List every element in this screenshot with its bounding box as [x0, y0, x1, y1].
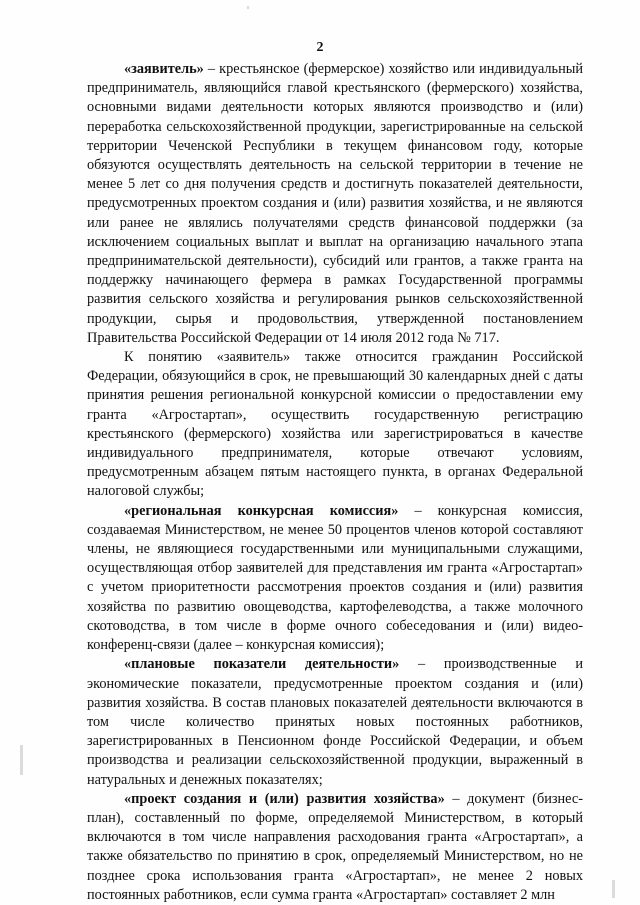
- scan-artifact-top: [247, 6, 249, 9]
- paragraph-indicators-definition: [87, 655, 583, 789]
- defined-term: «заявитель»: [124, 61, 204, 77]
- document-body: [87, 60, 583, 905]
- definition-text: – производственные и экономические показатели, предусмотренные проектом создания и (или) развития хозяйства. В состав плановых показателей деятельности включаются в том числе количество принятых новых постоянных работников, зарегистрированных в Пенсионном фонде Российской Федерации, и объем производства и реализации сельскохозяйственной продукции, выраженный в натуральных и денежных показателях;: [87, 656, 583, 788]
- page-number: 2: [316, 40, 324, 55]
- definition-text: – крестьянское (фермерское) хозяйство или индивидуальный предприниматель, являющийся главой крестьянского (фермерского) хозяйства, основными видами деятельности которых являются производство и (или) переработка сельскохозяйственной продукции, зарегистрированные на сельской территории Чеченской Республики в текущем финансовом году, которые обязуются осуществлять деятельность на сельской территории в течение не менее 5 лет со дня получения средств и достигнуть показателей деятельности, предусмотренных проектом создания и (или) развития хозяйства, и не являются или ранее не являлись получателями средств финансовой поддержки (за исключением социальных выплат и выплат на организацию начального этапа предпринимательской деятельности), субсидий или грантов, а также гранта на поддержку начинающего фермера в рамках Государственной программы развития сельского хозяйства и регулирования рынков сельскохозяйственной продукции, сырья и продовольствия, утвержденной постановлением Правительства Российской Федерации от 14 июля 2012 года № 717.: [87, 61, 583, 346]
- definition-text: – документ (бизнес-план), составленный по форме, определяемой Министерством, в который включаются в том числе направления расходования гранта «Агростартап», а также обязательство по принятию в срок, определяемый Министерством, но не позднее срока использования гранта «Агростартап», не менее 2 новых постоянных работников, если сумма гранта «Агростартап» составляет 2 млн: [87, 790, 583, 903]
- paragraph-applicant-citizen: [87, 348, 583, 502]
- defined-term: «региональная конкурсная комиссия»: [124, 502, 399, 519]
- definition-text: – конкурсная комиссия, создаваемая Министерством, не менее 50 процентов членов которой составляют члены, не являющиеся государственными или муниципальными служащими, осуществляющая отбор заявителей для представления им гранта «Агростартап» с учетом приоритетности рассмотрения проектов создания и (или) развития хозяйства по развитию овощеводства, картофелеводства, а также молочного скотоводства, в том числе в форме очного собеседования и (или) видео-конференц-связи (далее – конкурсная комиссия);: [87, 502, 583, 654]
- defined-term: «плановые показатели деятельности»: [124, 656, 400, 673]
- defined-term: «проект создания и (или) развития хозяйства»: [124, 790, 445, 807]
- definition-text: К понятию «заявитель» также относится гражданин Российской Федерации, обязующийся в срок, не превышающий 30 календарных дней с даты принятия решения региональной конкурсной комиссии о предоставлении ему гранта «Агростартап», осуществить государственную регистрацию крестьянского (фермерского) хозяйства или зарегистрироваться в качестве индивидуального предпринимателя, которые отвечают условиям, предусмотренным абзацем пятым настоящего пункта, в органах Федеральной налоговой службы;: [87, 349, 583, 500]
- paragraph-commission-definition: [87, 502, 583, 656]
- paragraph-applicant-definition: [87, 60, 583, 348]
- scan-artifact-margin: [20, 745, 23, 775]
- scan-artifact-right: [612, 880, 615, 898]
- paragraph-project-definition: [87, 790, 583, 905]
